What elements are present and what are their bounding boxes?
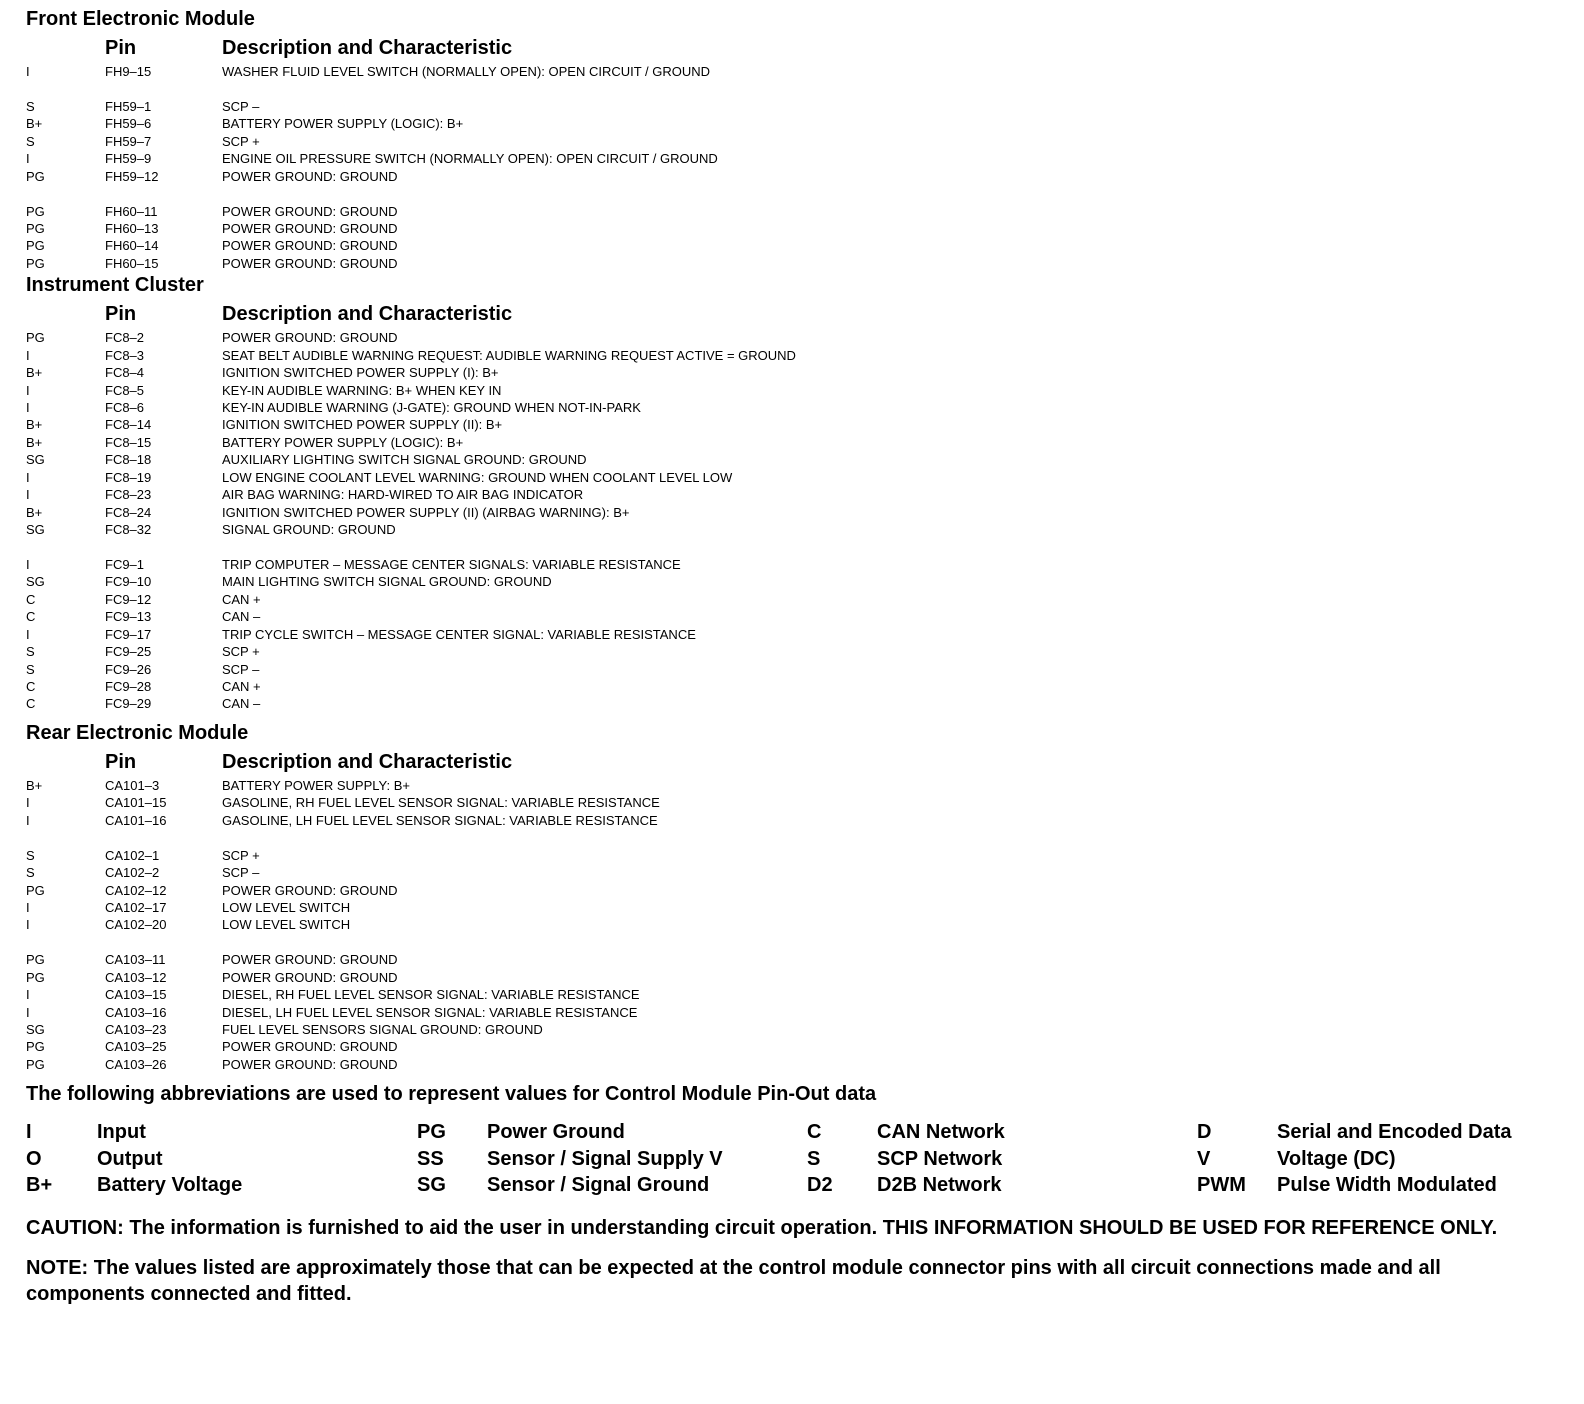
pin-id: FC8–3 (105, 347, 145, 363)
signal-type: I (26, 469, 30, 485)
description-column-header: Description and Characteristic (222, 303, 513, 326)
table-row (26, 399, 1566, 416)
signal-type: I (26, 917, 30, 933)
pin-description: BATTERY POWER SUPPLY: B+ (222, 777, 410, 793)
abbreviation-meaning: Sensor / Signal Ground (487, 1174, 710, 1197)
table-row (26, 661, 1566, 678)
pin-description: SEAT BELT AUDIBLE WARNING REQUEST: AUDIBLE WARNING REQUEST ACTIVE = GROUND (222, 347, 796, 363)
pin-description: BATTERY POWER SUPPLY (LOGIC): B+ (222, 116, 464, 132)
signal-type: SG (26, 574, 45, 590)
abbreviation-code: D2 (807, 1174, 833, 1197)
signal-type: I (26, 382, 30, 398)
pin-id: FC9–1 (105, 556, 145, 572)
table-row (26, 847, 1566, 864)
pin-id: CA103–15 (105, 987, 167, 1003)
pin-id: FC9–10 (105, 574, 152, 590)
pin-id: CA103–26 (105, 1056, 167, 1072)
pin-id: CA102–17 (105, 899, 167, 915)
signal-type: C (26, 609, 36, 625)
table-row (26, 777, 1566, 794)
signal-type: B+ (26, 434, 43, 450)
signal-type: C (26, 696, 36, 712)
table-row (26, 451, 1566, 468)
signal-type: S (26, 865, 35, 881)
abbreviation-meaning: Input (97, 1121, 146, 1144)
signal-type: PG (26, 255, 45, 271)
pin-id: FC8–2 (105, 330, 145, 346)
table-row (26, 643, 1566, 660)
pin-description: POWER GROUND: GROUND (222, 168, 398, 184)
signal-type: PG (26, 203, 45, 219)
abbreviation-code: I (26, 1121, 32, 1144)
pin-description: KEY-IN AUDIBLE WARNING (J-GATE): GROUND WHEN NOT-IN-PARK (222, 400, 641, 415)
pin-description: LOW LEVEL SWITCH (222, 899, 351, 915)
table-row (26, 556, 1566, 573)
pin-id: FC8–4 (105, 365, 145, 381)
pin-description: BATTERY POWER SUPPLY (LOGIC): B+ (222, 434, 464, 450)
table-row (26, 115, 1566, 132)
pin-description: SCP – (222, 865, 260, 881)
table-row (26, 626, 1566, 643)
pin-id: FC8–14 (105, 417, 152, 433)
pin-description: SCP – (222, 661, 260, 677)
table-row (26, 150, 1566, 167)
abbreviation-meaning: D2B Network (877, 1174, 1002, 1197)
abbreviation-meaning: CAN Network (877, 1121, 1005, 1144)
pin-description: SIGNAL GROUND: GROUND (222, 522, 396, 538)
caution-text: CAUTION: The information is furnished to aid the user in understanding circuit operation. THIS INFORMATION SHOULD BE USED FOR REFERENCE ONLY. (26, 1216, 1498, 1239)
table-row (26, 986, 1566, 1003)
pin-description: ENGINE OIL PRESSURE SWITCH (NORMALLY OPEN): OPEN CIRCUIT / GROUND (222, 151, 718, 167)
table-row (26, 382, 1566, 399)
abbreviation-code: SG (417, 1174, 446, 1197)
pin-id: CA103–12 (105, 969, 167, 985)
signal-type: I (26, 899, 30, 915)
signal-type: PG (26, 330, 45, 346)
pin-table (26, 777, 1566, 1073)
table-row (26, 882, 1566, 899)
abbreviation-code: PG (417, 1121, 446, 1144)
row-spacer (26, 539, 1566, 556)
table-row (26, 469, 1566, 486)
abbreviation-meaning: SCP Network (877, 1147, 1003, 1170)
pin-description: AUXILIARY LIGHTING SWITCH SIGNAL GROUND: GROUND (222, 452, 587, 468)
signal-type: PG (26, 1056, 45, 1072)
table-row (26, 347, 1566, 364)
table-row (26, 63, 1566, 80)
table-row (26, 1056, 1566, 1073)
pin-description: SCP – (222, 98, 260, 114)
pin-description: GASOLINE, LH FUEL LEVEL SENSOR SIGNAL: VARIABLE RESISTANCE (222, 812, 658, 828)
signal-type: C (26, 591, 36, 607)
pin-description: TRIP CYCLE SWITCH – MESSAGE CENTER SIGNAL: VARIABLE RESISTANCE (222, 626, 696, 642)
abbreviation-code: D (1197, 1121, 1212, 1144)
pin-id: FH59–6 (105, 116, 152, 132)
table-row (26, 364, 1566, 381)
pin-id: FH60–14 (105, 238, 159, 254)
pin-id: FC9–28 (105, 679, 152, 694)
table-row (26, 899, 1566, 916)
note-text: NOTE: The values listed are approximately those that can be expected at the control module connector pins with all circuit connections made and all components connected and fitted. (26, 1256, 1441, 1305)
pin-id: CA102–2 (105, 865, 160, 881)
abbreviation-meaning: Battery Voltage (97, 1174, 243, 1197)
table-row (26, 573, 1566, 590)
table-row (26, 916, 1566, 933)
column-header (26, 747, 1566, 777)
row-spacer (26, 80, 1566, 97)
section-title: Rear Electronic Module (26, 721, 249, 744)
pin-description: GASOLINE, RH FUEL LEVEL SENSOR SIGNAL: VARIABLE RESISTANCE (222, 795, 660, 811)
pin-id: FC8–19 (105, 469, 152, 485)
pin-id: FC9–26 (105, 661, 152, 677)
pin-id: FH59–1 (105, 98, 152, 114)
pin-id: FH60–13 (105, 220, 159, 236)
signal-type: I (26, 400, 30, 415)
pin-column-header: Pin (105, 37, 137, 59)
pin-id: CA102–20 (105, 917, 167, 933)
signal-type: B+ (26, 365, 43, 381)
pin-id: FC9–17 (105, 626, 152, 642)
signal-type: S (26, 847, 35, 863)
signal-type: PG (26, 882, 45, 898)
pin-description: CAN + (222, 679, 261, 694)
table-row (26, 794, 1566, 811)
signal-type: S (26, 98, 35, 114)
pin-id: CA101–15 (105, 795, 167, 811)
abbreviation-code: S (807, 1147, 821, 1170)
pin-description: POWER GROUND: GROUND (222, 952, 398, 968)
pin-id: FH59–7 (105, 133, 152, 149)
pin-id: FH9–15 (105, 64, 152, 79)
table-row (26, 951, 1566, 968)
signal-type: I (26, 795, 30, 811)
pin-id: FC8–23 (105, 487, 152, 503)
column-header (26, 299, 1566, 329)
pin-description: TRIP COMPUTER – MESSAGE CENTER SIGNALS: VARIABLE RESISTANCE (222, 556, 681, 572)
signal-type: PG (26, 1039, 45, 1055)
abbreviation-meaning: Output (97, 1147, 163, 1170)
pin-description: POWER GROUND: GROUND (222, 882, 398, 898)
pin-description: CAN – (222, 609, 261, 625)
pin-id: FH60–11 (105, 203, 158, 219)
signal-type: PG (26, 168, 45, 184)
pin-id: FC9–13 (105, 609, 152, 625)
column-header (26, 33, 1566, 63)
pin-id: FC9–12 (105, 591, 152, 607)
pin-description: LOW LEVEL SWITCH (222, 917, 351, 933)
pin-description: AIR BAG WARNING: HARD-WIRED TO AIR BAG INDICATOR (222, 487, 584, 503)
signal-type: PG (26, 220, 45, 236)
table-row (26, 133, 1566, 150)
signal-type: B+ (26, 417, 43, 433)
pin-description: FUEL LEVEL SENSORS SIGNAL GROUND: GROUND (222, 1022, 543, 1037)
pin-id: FC8–32 (105, 522, 152, 538)
pin-description: MAIN LIGHTING SWITCH SIGNAL GROUND: GROUND (222, 574, 552, 590)
pin-description: CAN + (222, 591, 261, 607)
pin-description: WASHER FLUID LEVEL SWITCH (NORMALLY OPEN): OPEN CIRCUIT / GROUND (222, 64, 711, 79)
abbreviation-meaning: Voltage (DC) (1277, 1147, 1396, 1170)
pin-description: POWER GROUND: GROUND (222, 238, 398, 254)
signal-type: S (26, 661, 35, 677)
signal-type: PG (26, 969, 45, 985)
table-row (26, 168, 1566, 185)
pin-id: CA103–25 (105, 1039, 167, 1055)
signal-type: I (26, 626, 30, 642)
signal-type: C (26, 679, 36, 694)
pin-description: SCP + (222, 847, 260, 863)
pin-id: CA102–12 (105, 882, 167, 898)
signal-type: S (26, 133, 35, 149)
pinout-section (26, 272, 1566, 713)
pin-id: CA101–3 (105, 777, 160, 793)
table-row (26, 608, 1566, 625)
pin-id: FH60–15 (105, 255, 159, 271)
description-column-header: Description and Characteristic (222, 37, 513, 59)
abbreviations-legend (26, 1119, 1566, 1199)
pin-id: FC9–25 (105, 644, 152, 660)
table-row (26, 864, 1566, 881)
pin-id: CA103–23 (105, 1022, 167, 1037)
pin-id: FC9–29 (105, 696, 152, 712)
table-row (26, 678, 1566, 695)
pin-description: LOW ENGINE COOLANT LEVEL WARNING: GROUND WHEN COOLANT LEVEL LOW (222, 469, 733, 485)
abbreviation-meaning: Sensor / Signal Supply V (487, 1147, 723, 1170)
pin-id: CA103–16 (105, 1004, 167, 1020)
pin-description: DIESEL, RH FUEL LEVEL SENSOR SIGNAL: VARIABLE RESISTANCE (222, 987, 640, 1003)
table-row (26, 521, 1566, 538)
table-row (26, 329, 1566, 346)
row-spacer (26, 829, 1566, 846)
pin-description: POWER GROUND: GROUND (222, 1056, 398, 1072)
pin-description: POWER GROUND: GROUND (222, 203, 398, 219)
pin-id: FC8–18 (105, 452, 152, 468)
pin-id: CA101–16 (105, 812, 167, 828)
pin-table (26, 63, 1566, 272)
table-row (26, 1004, 1566, 1021)
pinout-section (26, 6, 1566, 272)
pinout-page (26, 6, 1566, 1307)
pin-description: POWER GROUND: GROUND (222, 969, 398, 985)
pin-id: CA102–1 (105, 847, 160, 863)
signal-type: SG (26, 1022, 45, 1037)
abbreviation-code: V (1197, 1147, 1211, 1170)
signal-type: I (26, 64, 30, 79)
section-title: Instrument Cluster (26, 274, 204, 297)
pinout-section (26, 720, 1566, 1073)
signal-type: PG (26, 238, 45, 254)
pin-description: KEY-IN AUDIBLE WARNING: B+ WHEN KEY IN (222, 382, 502, 398)
signal-type: B+ (26, 777, 43, 793)
pin-column-header: Pin (105, 750, 137, 773)
signal-type: I (26, 556, 30, 572)
abbreviation-code: O (26, 1147, 42, 1170)
table-row (26, 591, 1566, 608)
table-row (26, 416, 1566, 433)
abbreviation-code: SS (417, 1147, 444, 1170)
table-row (26, 255, 1566, 272)
pin-description: CAN – (222, 696, 261, 712)
table-row (26, 1038, 1566, 1055)
table-row (26, 1021, 1566, 1038)
signal-type: SG (26, 522, 45, 538)
row-spacer (26, 934, 1566, 951)
signal-type: SG (26, 452, 45, 468)
table-row (26, 434, 1566, 451)
pin-description: IGNITION SWITCHED POWER SUPPLY (II) (AIRBAG WARNING): B+ (222, 504, 630, 520)
pin-id: FH59–12 (105, 168, 159, 184)
pin-column-header: Pin (105, 303, 137, 326)
table-row (26, 486, 1566, 503)
signal-type: I (26, 1004, 30, 1020)
pin-id: FC8–6 (105, 400, 145, 415)
abbreviation-meaning: Power Ground (487, 1121, 625, 1144)
pin-description: SCP + (222, 644, 260, 660)
pin-description: POWER GROUND: GROUND (222, 330, 398, 346)
table-row (26, 237, 1566, 254)
signal-type: PG (26, 952, 45, 968)
signal-type: B+ (26, 116, 43, 132)
pin-id: FH59–9 (105, 151, 152, 167)
signal-type: S (26, 644, 35, 660)
table-row (26, 98, 1566, 115)
table-row (26, 203, 1566, 220)
sections-container (26, 6, 1566, 1073)
abbreviation-code: C (807, 1121, 822, 1144)
pin-description: IGNITION SWITCHED POWER SUPPLY (I): B+ (222, 365, 499, 381)
pin-description: SCP + (222, 133, 260, 149)
pin-id: FC8–15 (105, 434, 152, 450)
row-spacer (26, 185, 1566, 202)
pin-description: DIESEL, LH FUEL LEVEL SENSOR SIGNAL: VARIABLE RESISTANCE (222, 1004, 638, 1020)
signal-type: B+ (26, 504, 43, 520)
signal-type: I (26, 987, 30, 1003)
table-row (26, 969, 1566, 986)
pin-table (26, 329, 1566, 713)
table-row (26, 220, 1566, 237)
abbreviation-meaning: Pulse Width Modulated (1277, 1174, 1497, 1197)
abbreviation-code: PWM (1197, 1174, 1246, 1197)
table-row (26, 504, 1566, 521)
table-row (26, 812, 1566, 829)
pin-description: POWER GROUND: GROUND (222, 220, 398, 236)
signal-type: I (26, 347, 30, 363)
abbreviation-code: B+ (26, 1174, 53, 1197)
pin-id: CA103–11 (105, 952, 166, 968)
pin-id: FC8–5 (105, 382, 145, 398)
pin-description: POWER GROUND: GROUND (222, 255, 398, 271)
signal-type: I (26, 151, 30, 167)
pin-description: IGNITION SWITCHED POWER SUPPLY (II): B+ (222, 417, 503, 433)
table-row (26, 695, 1566, 712)
signal-type: I (26, 812, 30, 828)
pin-description: POWER GROUND: GROUND (222, 1039, 398, 1055)
abbreviation-meaning: Serial and Encoded Data (1277, 1121, 1512, 1144)
signal-type: I (26, 487, 30, 503)
section-title: Front Electronic Module (26, 8, 255, 30)
pin-id: FC8–24 (105, 504, 152, 520)
abbreviations-title: The following abbreviations are used to represent values for Control Module Pin-Out data (26, 1083, 877, 1106)
description-column-header: Description and Characteristic (222, 750, 513, 773)
